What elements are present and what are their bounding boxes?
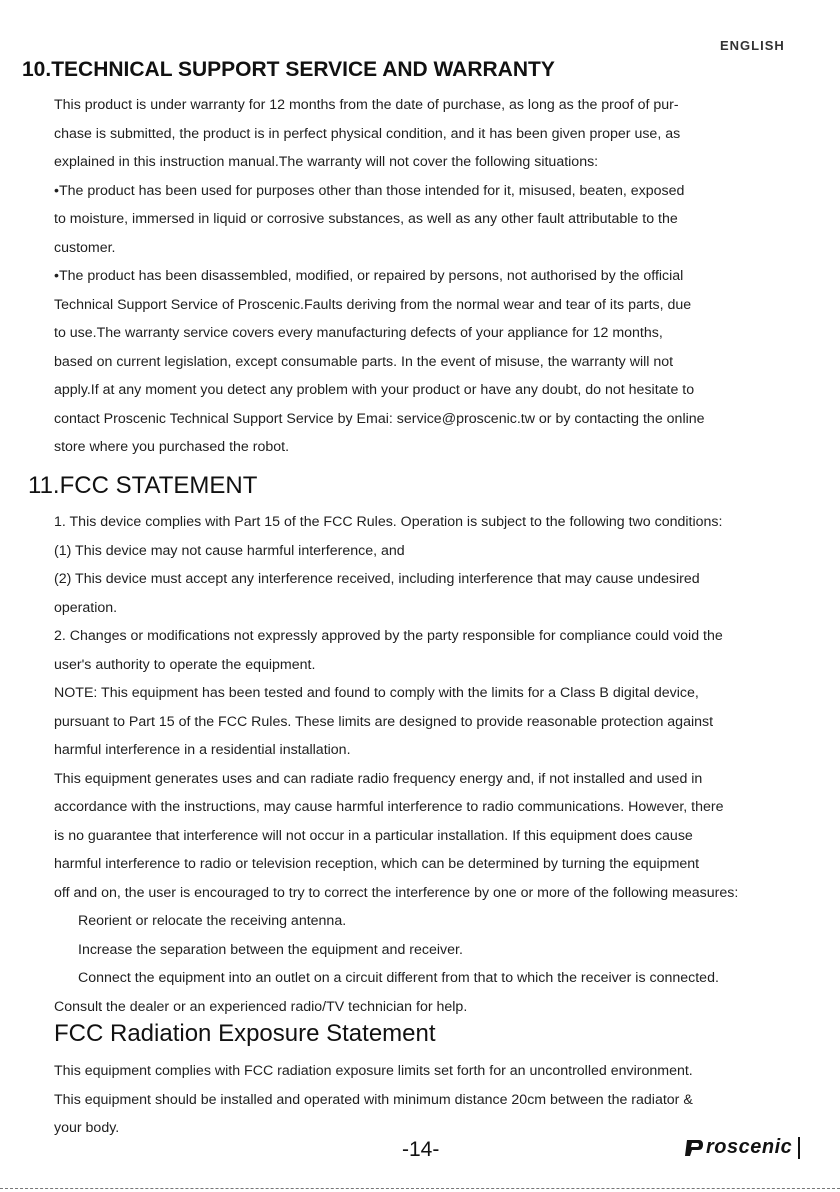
measure-item: Increase the separation between the equipment and receiver. xyxy=(78,941,463,958)
text-line: your body. xyxy=(54,1120,120,1136)
measure-item: Reorient or relocate the receiving antenna. xyxy=(78,913,347,929)
text-line: Technical Support Service of Proscenic.Faults deriving from the normal wear and tear of its parts, due xyxy=(54,296,692,313)
section-10-title: 10.TECHNICAL SUPPORT SERVICE AND WARRANTY xyxy=(22,58,555,81)
brand-logo xyxy=(684,1136,800,1159)
text-line: This equipment complies with FCC radiation exposure limits set forth for an uncontrolled environment. xyxy=(54,1063,693,1079)
text-line: accordance with the instructions, may cause harmful interference to radio communications. However, there xyxy=(54,799,724,815)
text-line: NOTE: This equipment has been tested and found to comply with the limits for a Class B digital device, xyxy=(54,685,699,701)
radiation-text xyxy=(54,1057,839,1143)
text-line: harmful interference in a residential installation. xyxy=(54,742,351,758)
text-line: to moisture, immersed in liquid or corrosive substances, as well as any other fault attributable to the xyxy=(54,211,678,227)
brand-mark-icon xyxy=(684,1139,704,1157)
text-line: •The product has been used for purposes other than those intended for it, misused, beaten, exposed xyxy=(54,182,685,199)
page-bottom-rule xyxy=(0,1188,840,1189)
text-line: pursuant to Part 15 of the FCC Rules. These limits are designed to provide reasonable protection against xyxy=(54,713,714,730)
text-line: 1. This device complies with Part 15 of the FCC Rules. Operation is subject to the following two conditions: xyxy=(54,514,723,530)
measure-item: Connect the equipment into an outlet on a circuit different from that to which the receiver is connected. xyxy=(78,970,719,986)
text-line: This product is under warranty for 12 months from the date of purchase, as long as the proof of pur- xyxy=(54,97,679,113)
brand-name: roscenic xyxy=(706,1136,793,1158)
text-line: explained in this instruction manual.The warranty will not cover the following situations: xyxy=(54,154,599,170)
text-line: harmful interference to radio or television reception, which can be determined by turning the equipment xyxy=(54,856,700,872)
section-11-title: 11.FCC STATEMENT xyxy=(28,472,258,499)
page-number: -14- xyxy=(402,1138,440,1161)
fcc-statement-text xyxy=(54,508,839,1021)
text-line: 2. Changes or modifications not expressly approved by the party responsible for compliance could void the xyxy=(54,628,723,644)
text-line: to use.The warranty service covers every manufacturing defects of your appliance for 12 months, xyxy=(54,325,663,341)
text-line: Consult the dealer or an experienced radio/TV technician for help. xyxy=(54,998,468,1015)
text-line: contact Proscenic Technical Support Service by Emai: service@proscenic.tw or by contacting the online xyxy=(54,410,705,427)
text-line: off and on, the user is encouraged to try to correct the interference by one or more of the following measures: xyxy=(54,884,739,901)
text-line: is no guarantee that interference will not occur in a particular installation. If this equipment does cause xyxy=(54,827,693,844)
text-line: user's authority to operate the equipment. xyxy=(54,656,316,673)
brand-divider xyxy=(798,1137,800,1159)
text-line: chase is submitted, the product is in perfect physical condition, and it has been given proper use, as xyxy=(54,125,681,142)
text-line: This equipment generates uses and can radiate radio frequency energy and, if not installed and used in xyxy=(54,770,703,787)
language-label: ENGLISH xyxy=(720,38,785,53)
text-line: (2) This device must accept any interference received, including interference that may cause undesired xyxy=(54,571,700,587)
text-line: This equipment should be installed and operated with minimum distance 20cm between the radiator & xyxy=(54,1091,693,1108)
text-line: (1) This device may not cause harmful interference, and xyxy=(54,542,405,559)
text-line: operation. xyxy=(54,599,118,616)
radiation-title: FCC Radiation Exposure Statement xyxy=(54,1020,436,1047)
text-line: based on current legislation, except consumable parts. In the event of misuse, the warranty will not xyxy=(54,353,674,370)
text-line: apply.If at any moment you detect any problem with your product or have any doubt, do not hesitate to xyxy=(54,382,695,398)
text-line: store where you purchased the robot. xyxy=(54,439,290,455)
text-line: •The product has been disassembled, modified, or repaired by persons, not authorised by the official xyxy=(54,268,684,284)
warranty-text xyxy=(54,91,839,462)
text-line: customer. xyxy=(54,239,116,256)
